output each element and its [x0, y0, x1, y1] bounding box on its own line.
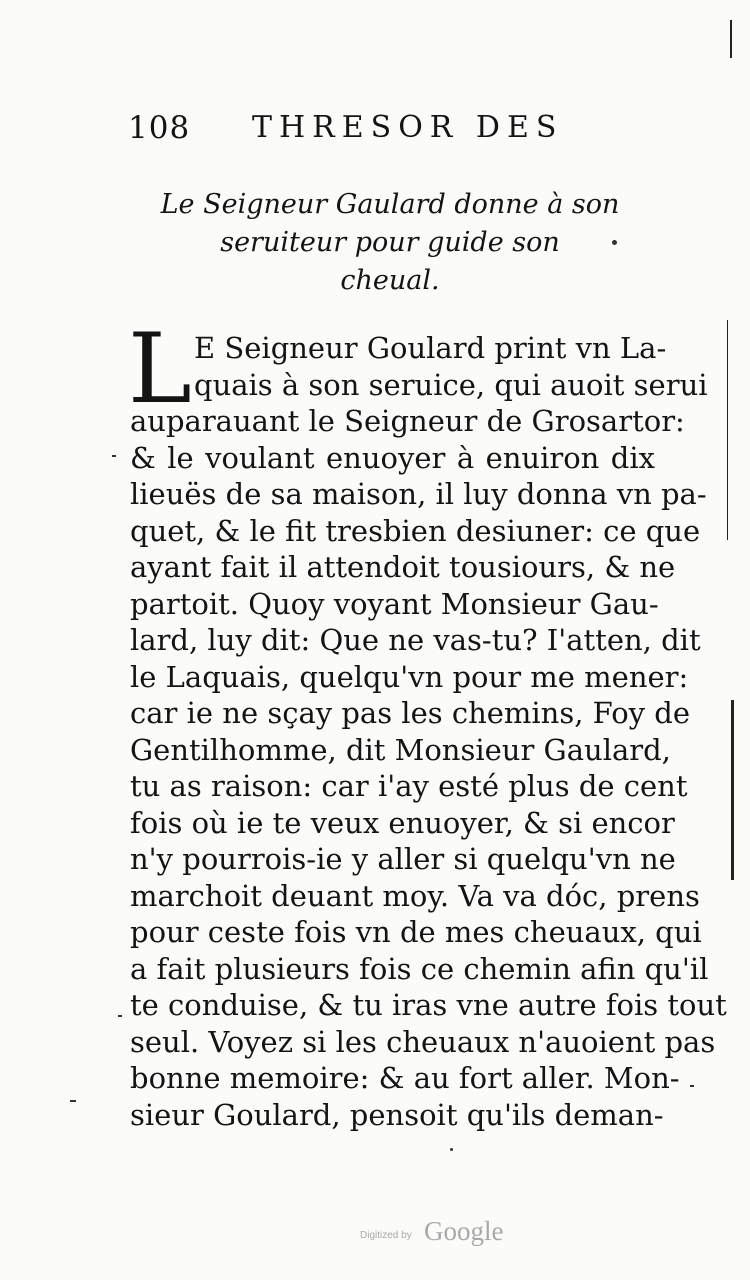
text-line: seul. Voyez si les cheuaux n'auoient pas — [130, 1024, 716, 1059]
ink-speck — [70, 1100, 76, 1102]
text-line: bonne memoire: & au fort aller. Mon- — [130, 1061, 680, 1095]
text-line: car ie ne sçay pas les chemins, Foy de — [130, 696, 691, 730]
text-line: te conduise, & tu iras vne autre fois tout — [130, 988, 727, 1022]
text-line: sieur Goulard, pensoit qu'ils deman- — [130, 1097, 664, 1132]
watermark-prefix: Digitized by — [360, 1230, 412, 1241]
digitization-watermark — [360, 1216, 560, 1246]
text-line: quais à son seruice, qui auoit serui — [194, 367, 708, 402]
watermark-brand: Google — [424, 1216, 504, 1246]
text-line: pour ceste fois vn de mes cheuaux, qui — [130, 915, 702, 949]
page-edge-marks — [712, 20, 742, 900]
text-line: quet, & le fit tresbien desiuner: ce que — [130, 513, 701, 548]
ink-speck — [612, 240, 617, 245]
ink-speck — [118, 1015, 122, 1017]
drop-cap: L — [128, 313, 192, 425]
text-line: ayant fait il attendoit tousiours, & ne — [130, 550, 676, 584]
ink-speck — [112, 455, 116, 457]
text-line: Gentilhomme, dit Monsieur Gaulard, — [130, 732, 671, 767]
edge-mark — [727, 320, 728, 540]
running-head — [128, 110, 568, 150]
ink-speck — [450, 1148, 453, 1151]
text-line: lieuës de sa maison, il luy donna vn pa- — [130, 477, 707, 511]
text-line: n'y pourrois-ie y aller si quelqu'vn ne — [130, 842, 676, 876]
text-line: lard, luy dit: Que ne vas-tu? I'atten, dit — [130, 623, 701, 657]
page-number: 108 — [128, 110, 191, 146]
edge-mark — [731, 700, 734, 880]
heading-line: cheual. — [340, 265, 440, 296]
text-line: marchoit deuant moy. Va va dóc, prens — [130, 878, 700, 913]
text-line: partoit. Quoy voyant Monsieur Gau- — [130, 586, 659, 621]
text-line: E Seigneur Goulard print vn La- — [194, 331, 667, 365]
running-title: THRESOR DES — [252, 110, 564, 145]
body-text — [128, 313, 727, 1133]
ink-speck — [690, 1085, 694, 1087]
text-line: a fait plusieurs fois ce chemin afin qu'il — [130, 951, 709, 986]
heading-line: Le Seigneur Gaulard donne à son — [160, 189, 620, 220]
text-line: le Laquais, quelqu'vn pour me mener: — [130, 659, 689, 694]
text-line: fois où ie te veux enuoyer, & si encor — [130, 805, 675, 840]
edge-mark — [730, 20, 732, 58]
chapter-heading — [160, 186, 620, 300]
text-line: tu as raison: car i'ay esté plus de cent — [130, 769, 688, 803]
text-line: auparauant le Seigneur de Grosartor: — [130, 404, 685, 438]
heading-line: seruiteur pour guide son — [220, 227, 560, 258]
text-line: & le voulant enuoyer à enuiron dix — [130, 440, 655, 475]
